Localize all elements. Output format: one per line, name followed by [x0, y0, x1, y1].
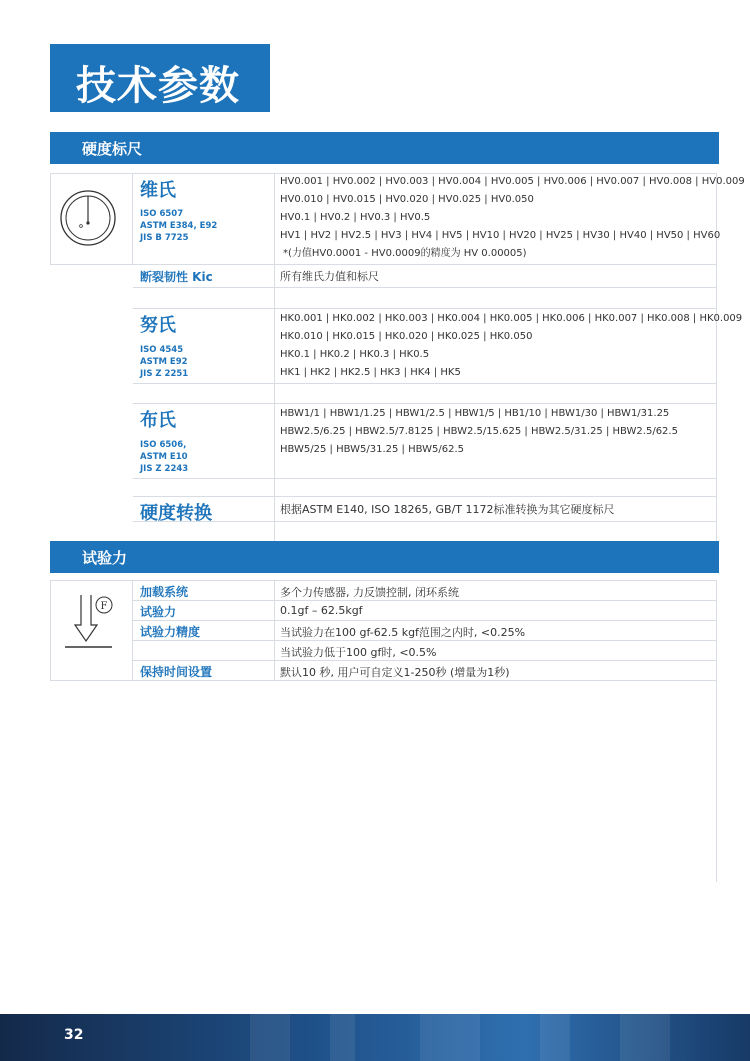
section-bar-force [50, 541, 719, 573]
section-bar-hardness [50, 132, 719, 164]
vickers-standard-2: ASTM E384, E92 [140, 221, 218, 231]
knoop-values-1: HK0.001 | HK0.002 | HK0.003 | HK0.004 | HK0.005 | HK0.006 | HK0.007 | HK0.008 | HK0.009 [280, 313, 743, 324]
page-number: 32 [64, 1027, 84, 1043]
vickers-standard-1: ISO 6507 [140, 209, 184, 219]
force-arrow-icon [51, 581, 132, 680]
conversion-value: 根据ASTM E140, ISO 18265, GB/T 1172标准转换为其它硬度标尺 [280, 503, 615, 516]
knoop-values-2: HK0.010 | HK0.015 | HK0.020 | HK0.025 | HK0.050 [280, 331, 533, 342]
dwell-time-label: 保持时间设置 [140, 665, 213, 679]
section-title-hardness: 硬度标尺 [82, 140, 143, 158]
vickers-standard-3: JIS B 7725 [140, 233, 189, 243]
test-force-label: 试验力 [140, 605, 177, 619]
vickers-values-3: HV0.1 | HV0.2 | HV0.3 | HV0.5 [280, 212, 431, 223]
vickers-values-2: HV0.010 | HV0.015 | HV0.020 | HV0.025 | HV0.050 [280, 194, 534, 205]
brinell-standard-2: ASTM E10 [140, 452, 188, 462]
force-icon-letter: F [100, 601, 108, 612]
knoop-standard-3: JIS Z 2251 [140, 369, 189, 379]
section-title-force: 试验力 [82, 549, 128, 567]
brinell-values-1: HBW1/1 | HBW1/1.25 | HBW1/2.5 | HBW1/5 | HB1/10 | HBW1/30 | HBW1/31.25 [280, 408, 670, 419]
vickers-title: 维氏 [140, 180, 176, 201]
indentation-gauge-icon [51, 174, 132, 264]
brinell-values-2: HBW2.5/6.25 | HBW2.5/7.8125 | HBW2.5/15.625 | HBW2.5/31.25 | HBW2.5/62.5 [280, 426, 678, 437]
brinell-values-3: HBW5/25 | HBW5/31.25 | HBW5/62.5 [280, 444, 464, 455]
brinell-standard-3: JIS Z 2243 [140, 464, 189, 474]
page-title: 技术参数 [76, 63, 240, 109]
brinell-title: 布氏 [140, 410, 176, 431]
force-accuracy-label: 试验力精度 [140, 625, 201, 639]
force-accuracy-value-2: 当试验力低于100 gf时, <0.5% [280, 646, 437, 659]
conversion-title: 硬度转换 [140, 503, 212, 524]
indenter-icon-box [50, 173, 133, 265]
footer-banner [0, 1014, 750, 1061]
brinell-standard-1: ISO 6506, [140, 440, 187, 450]
vickers-values-1: HV0.001 | HV0.002 | HV0.003 | HV0.004 | HV0.005 | HV0.006 | HV0.007 | HV0.008 | HV0.009 [280, 176, 745, 187]
vickers-values-4: HV1 | HV2 | HV2.5 | HV3 | HV4 | HV5 | HV10 | HV20 | HV25 | HV30 | HV40 | HV50 | HV60 [280, 230, 721, 241]
test-force-value: 0.1gf – 62.5kgf [280, 604, 363, 617]
knoop-standard-2: ASTM E92 [140, 357, 188, 367]
vickers-note: *(力值HV0.0001 - HV0.0009的精度为 HV 0.00005) [283, 248, 527, 259]
force-accuracy-value-1: 当试验力在100 gf-62.5 kgf范围之内时, <0.25% [280, 626, 526, 639]
force-icon-box [50, 580, 133, 681]
fracture-toughness-label: 断裂韧性 Kic [140, 270, 213, 284]
dwell-time-value: 默认10 秒, 用户可自定义1-250秒 (增量为1秒) [280, 666, 510, 679]
loading-system-value: 多个力传感器, 力反馈控制, 闭环系统 [280, 586, 459, 599]
knoop-values-4: HK1 | HK2 | HK2.5 | HK3 | HK4 | HK5 [280, 367, 461, 378]
knoop-values-3: HK0.1 | HK0.2 | HK0.3 | HK0.5 [280, 349, 430, 360]
fracture-toughness-value: 所有维氏力值和标尺 [280, 270, 379, 283]
knoop-title: 努氏 [140, 315, 176, 336]
loading-system-label: 加载系统 [140, 585, 189, 599]
page-title-box [50, 44, 270, 112]
knoop-standard-1: ISO 4545 [140, 345, 184, 355]
